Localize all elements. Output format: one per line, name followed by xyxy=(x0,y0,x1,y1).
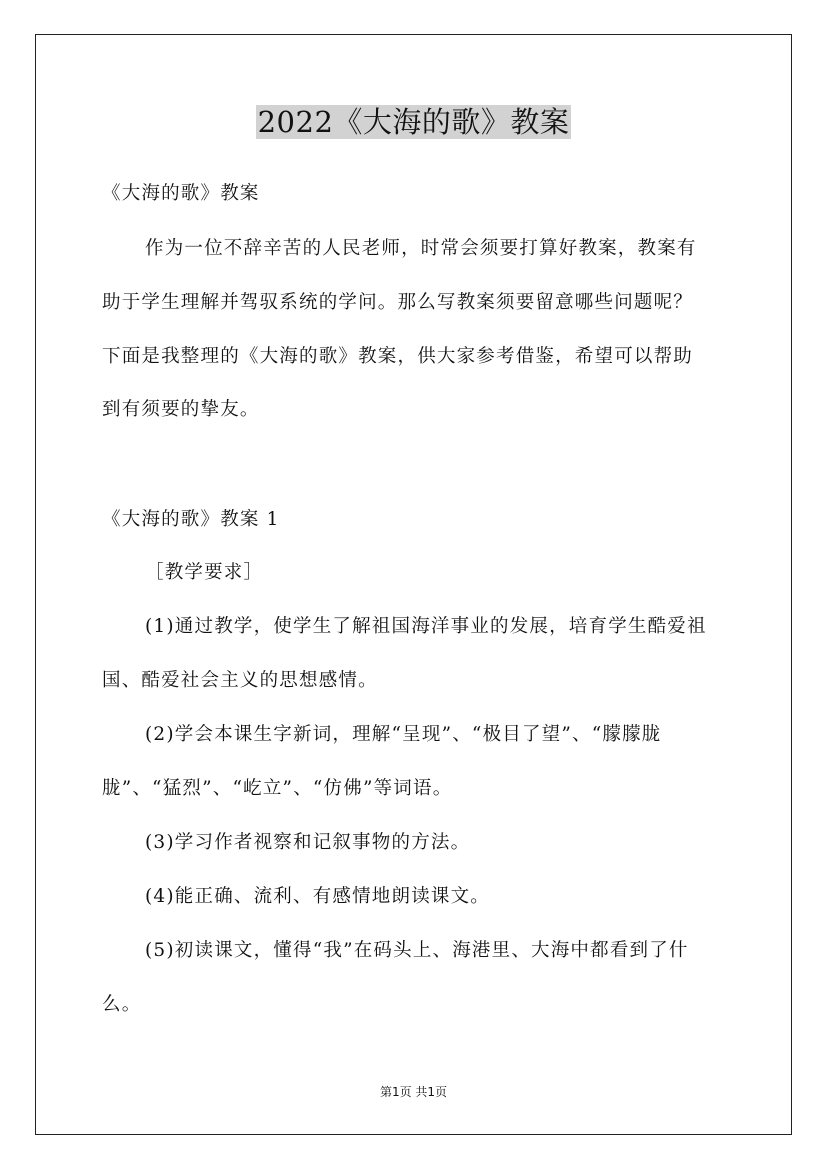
item-line-3: (2)学会本课生字新词，理解“呈现”、“极目了望”、“朦朦胧 xyxy=(145,724,662,745)
intro-line-4: 到有须要的挚友。 xyxy=(102,399,260,420)
document-title: 2022《大海的歌》教案 xyxy=(257,105,570,139)
item-line-4: 胧”、“猛烈”、“屹立”、“仿佛”等词语。 xyxy=(102,778,453,799)
item-line-2: 国、酷爱社会主义的思想感情。 xyxy=(102,670,378,691)
item-line-8: 么。 xyxy=(102,994,142,1015)
item-line-5: (3)学习作者视察和记叙事物的方法。 xyxy=(145,832,471,853)
section-heading: 《大海的歌》教案 1 xyxy=(102,509,280,530)
requirement-heading: ［教学要求］ xyxy=(145,562,264,583)
intro-line-3: 下面是我整理的《大海的歌》教案，供大家参考借鉴，希望可以帮助 xyxy=(102,346,694,367)
intro-line-2: 助于学生理解并驾驭系统的学问。那么写教案须要留意哪些问题呢？ xyxy=(102,292,694,313)
subtitle: 《大海的歌》教案 xyxy=(102,183,260,204)
item-line-7: (5)初读课文，懂得“我”在码头上、海港里、大海中都看到了什 xyxy=(145,940,689,961)
intro-line-1: 作为一位不辞辛苦的人民老师，时常会须要打算好教案，教案有 xyxy=(145,238,697,259)
item-line-6: (4)能正确、流利、有感情地朗读课文。 xyxy=(145,886,491,907)
item-line-1: (1)通过教学，使学生了解祖国海洋事业的发展，培育学生酷爱祖 xyxy=(145,616,707,637)
page-footer: 第1页 共1页 xyxy=(379,1085,448,1099)
